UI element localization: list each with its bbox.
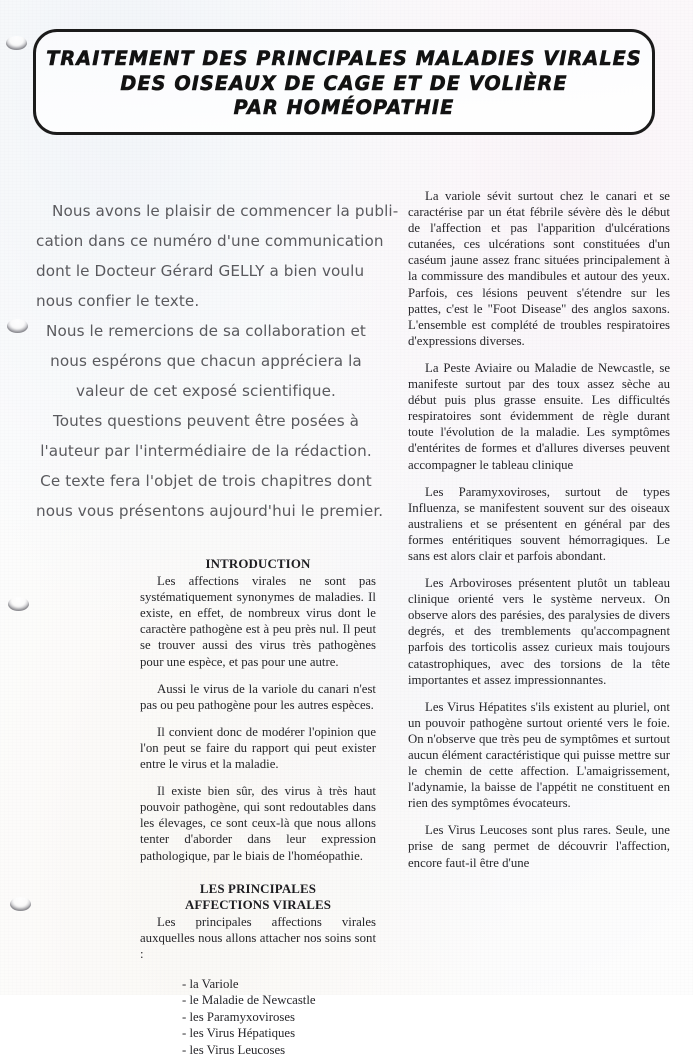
left-column: [36, 196, 399, 1058]
intro-line-8: Toutes questions peuvent être posées à: [52, 412, 360, 430]
intro-line-10: Ce texte fera l'objet de trois chapitres dont: [40, 472, 372, 490]
binder-hole-1: [6, 36, 27, 50]
principales-paragraph: Les principales affections virales auxquelles nous allons attacher nos soins sont :: [140, 914, 376, 961]
intro-line-5: Nous le remercions de sa collaboration et: [46, 322, 366, 340]
newcastle-paragraph: La Peste Aviaire ou Maladie de Newcastle, se manifeste surtout par des toux assez sèche au début puis plus grasse ensuite. Les difficultés respiratoires sont évidemment de règle durant toute l'évolution de la maladie. Les symptômes d'entérites de formes et d'allures diverses peuvent accompagner le tableau clinique: [408, 360, 670, 472]
introduction-paragraph-2: Aussi le virus de la variole du canari n'est pas ou peu pathogène pour les autres espèces.: [140, 681, 376, 712]
list-item: - le Maladie de Newcastle: [182, 993, 316, 1008]
binder-hole-4: [10, 897, 31, 911]
list-item: - les Virus Leucoses: [182, 1042, 286, 1057]
principales-heading-line-1: LES PRINCIPALES: [199, 881, 317, 896]
intro-line-9: l'auteur par l'intermédiaire de la rédaction.: [40, 442, 372, 460]
introduction-heading: INTRODUCTION: [205, 557, 311, 571]
article-title-line-2: DES OISEAUX DE CAGE ET DE VOLIÈRE: [120, 71, 568, 95]
intro-line-7: valeur de cet exposé scientifique.: [76, 382, 336, 400]
hepatites-paragraph: Les Virus Hépatites s'ils existent au pluriel, ont un pouvoir pathogène surtout orienté vers le foie. On n'observe que très peu de symptômes et surtout aucun élément caractéristique qui puisse mettre sur le chemin de cette affection. L'amaigrissement, l'adynamie, la baisse de l'appétit ne constituent en rien des symptômes évocateurs.: [408, 699, 670, 811]
binder-hole-2: [7, 319, 28, 333]
article-title-line-3: PAR HOMÉOPATHIE: [233, 96, 455, 120]
intro-line-1: Nous avons le plaisir de commencer la publi-: [52, 202, 399, 220]
right-column: [408, 188, 670, 882]
leucoses-paragraph: Les Virus Leucoses sont plus rares. Seule, une prise de sang permet de découvrir l'affection, encore faut-il être d'une: [408, 823, 670, 870]
intro-line-2: cation dans ce numéro d'une communication: [36, 232, 384, 250]
article-title-line-1: TRAITEMENT DES PRINCIPALES MALADIES VIRALES: [46, 46, 642, 70]
introduction-paragraph-4: Il existe bien sûr, des virus à très haut pouvoir pathogène, qui sont redoutables dans les élevages, ce sont ceux-là que nous allons tenter d'aborder dans leur expression pathologique, par le biais de l'homéopathie.: [140, 784, 376, 863]
variole-paragraph: La variole sévit surtout chez le canari et se caractérise par un état fébrile sévère dès le début de l'affection et pas l'apparition d'ulcérations cutanées, ces ulcérations sont constituées d'un caséum jaune assez franc situées principalement à la commissure des mandibules et autour des yeux. Parfois, ces lésions peuvent s'étendre sur les pattes, c'est le "Foot Disease" des anglos saxons. L'ensemble est complété de troubles respiratoires d'expressions diverses.: [408, 189, 670, 348]
arboviroses-paragraph: Les Arboviroses présentent plutôt un tableau clinique orienté vers le système nerveux. On observe alors des parésies, des paralysies de divers degrés, et des tremblements qu'accompagnent parfois des torticolis assez curieux mais toujours catastrophiques, avec des torsions de la tête importantes et assez impressionnantes.: [408, 576, 670, 687]
intro-line-4: nous confier le texte.: [36, 292, 200, 310]
list-item: - la Variole: [182, 976, 239, 991]
binder-hole-3: [8, 597, 29, 611]
introduction-paragraph-3: Il convient donc de modérer l'opinion que l'on peut se faire du rapport qui peut exister entre le virus et la maladie.: [140, 724, 376, 772]
principales-heading-line-2: AFFECTIONS VIRALES: [184, 897, 332, 912]
list-item: - les Virus Hépatiques: [182, 1026, 296, 1041]
paramyxoviroses-paragraph: Les Paramyxoviroses, surtout de types Influenza, se manifestent souvent sur des oiseaux australiens et se présentent en général par des formes entéritiques souvent hémorragiques. Le sans est alors clair et parfois abondant.: [408, 484, 670, 563]
article-title-banner: [33, 29, 655, 135]
editorial-intro: [36, 196, 399, 526]
intro-line-6: nous espérons que chacun appréciera la: [50, 352, 362, 370]
intro-line-3: dont le Docteur Gérard GELLY a bien voulu: [36, 262, 365, 280]
list-item: - les Paramyxoviroses: [182, 1009, 296, 1024]
introduction-paragraph-1: Les affections virales ne sont pas systématiquement synonymes de maladies. Il existe, en effet, de nombreux virus dont le caractère pathogène est à peu près nul. Il peut se trouver aussi des virus très pathogènes pour une espèce, et pas pour une autre.: [140, 574, 376, 669]
disease-list: [140, 976, 376, 1058]
introduction-section: [140, 556, 376, 1058]
intro-line-11: nous vous présentons aujourd'hui le premier.: [36, 502, 384, 520]
